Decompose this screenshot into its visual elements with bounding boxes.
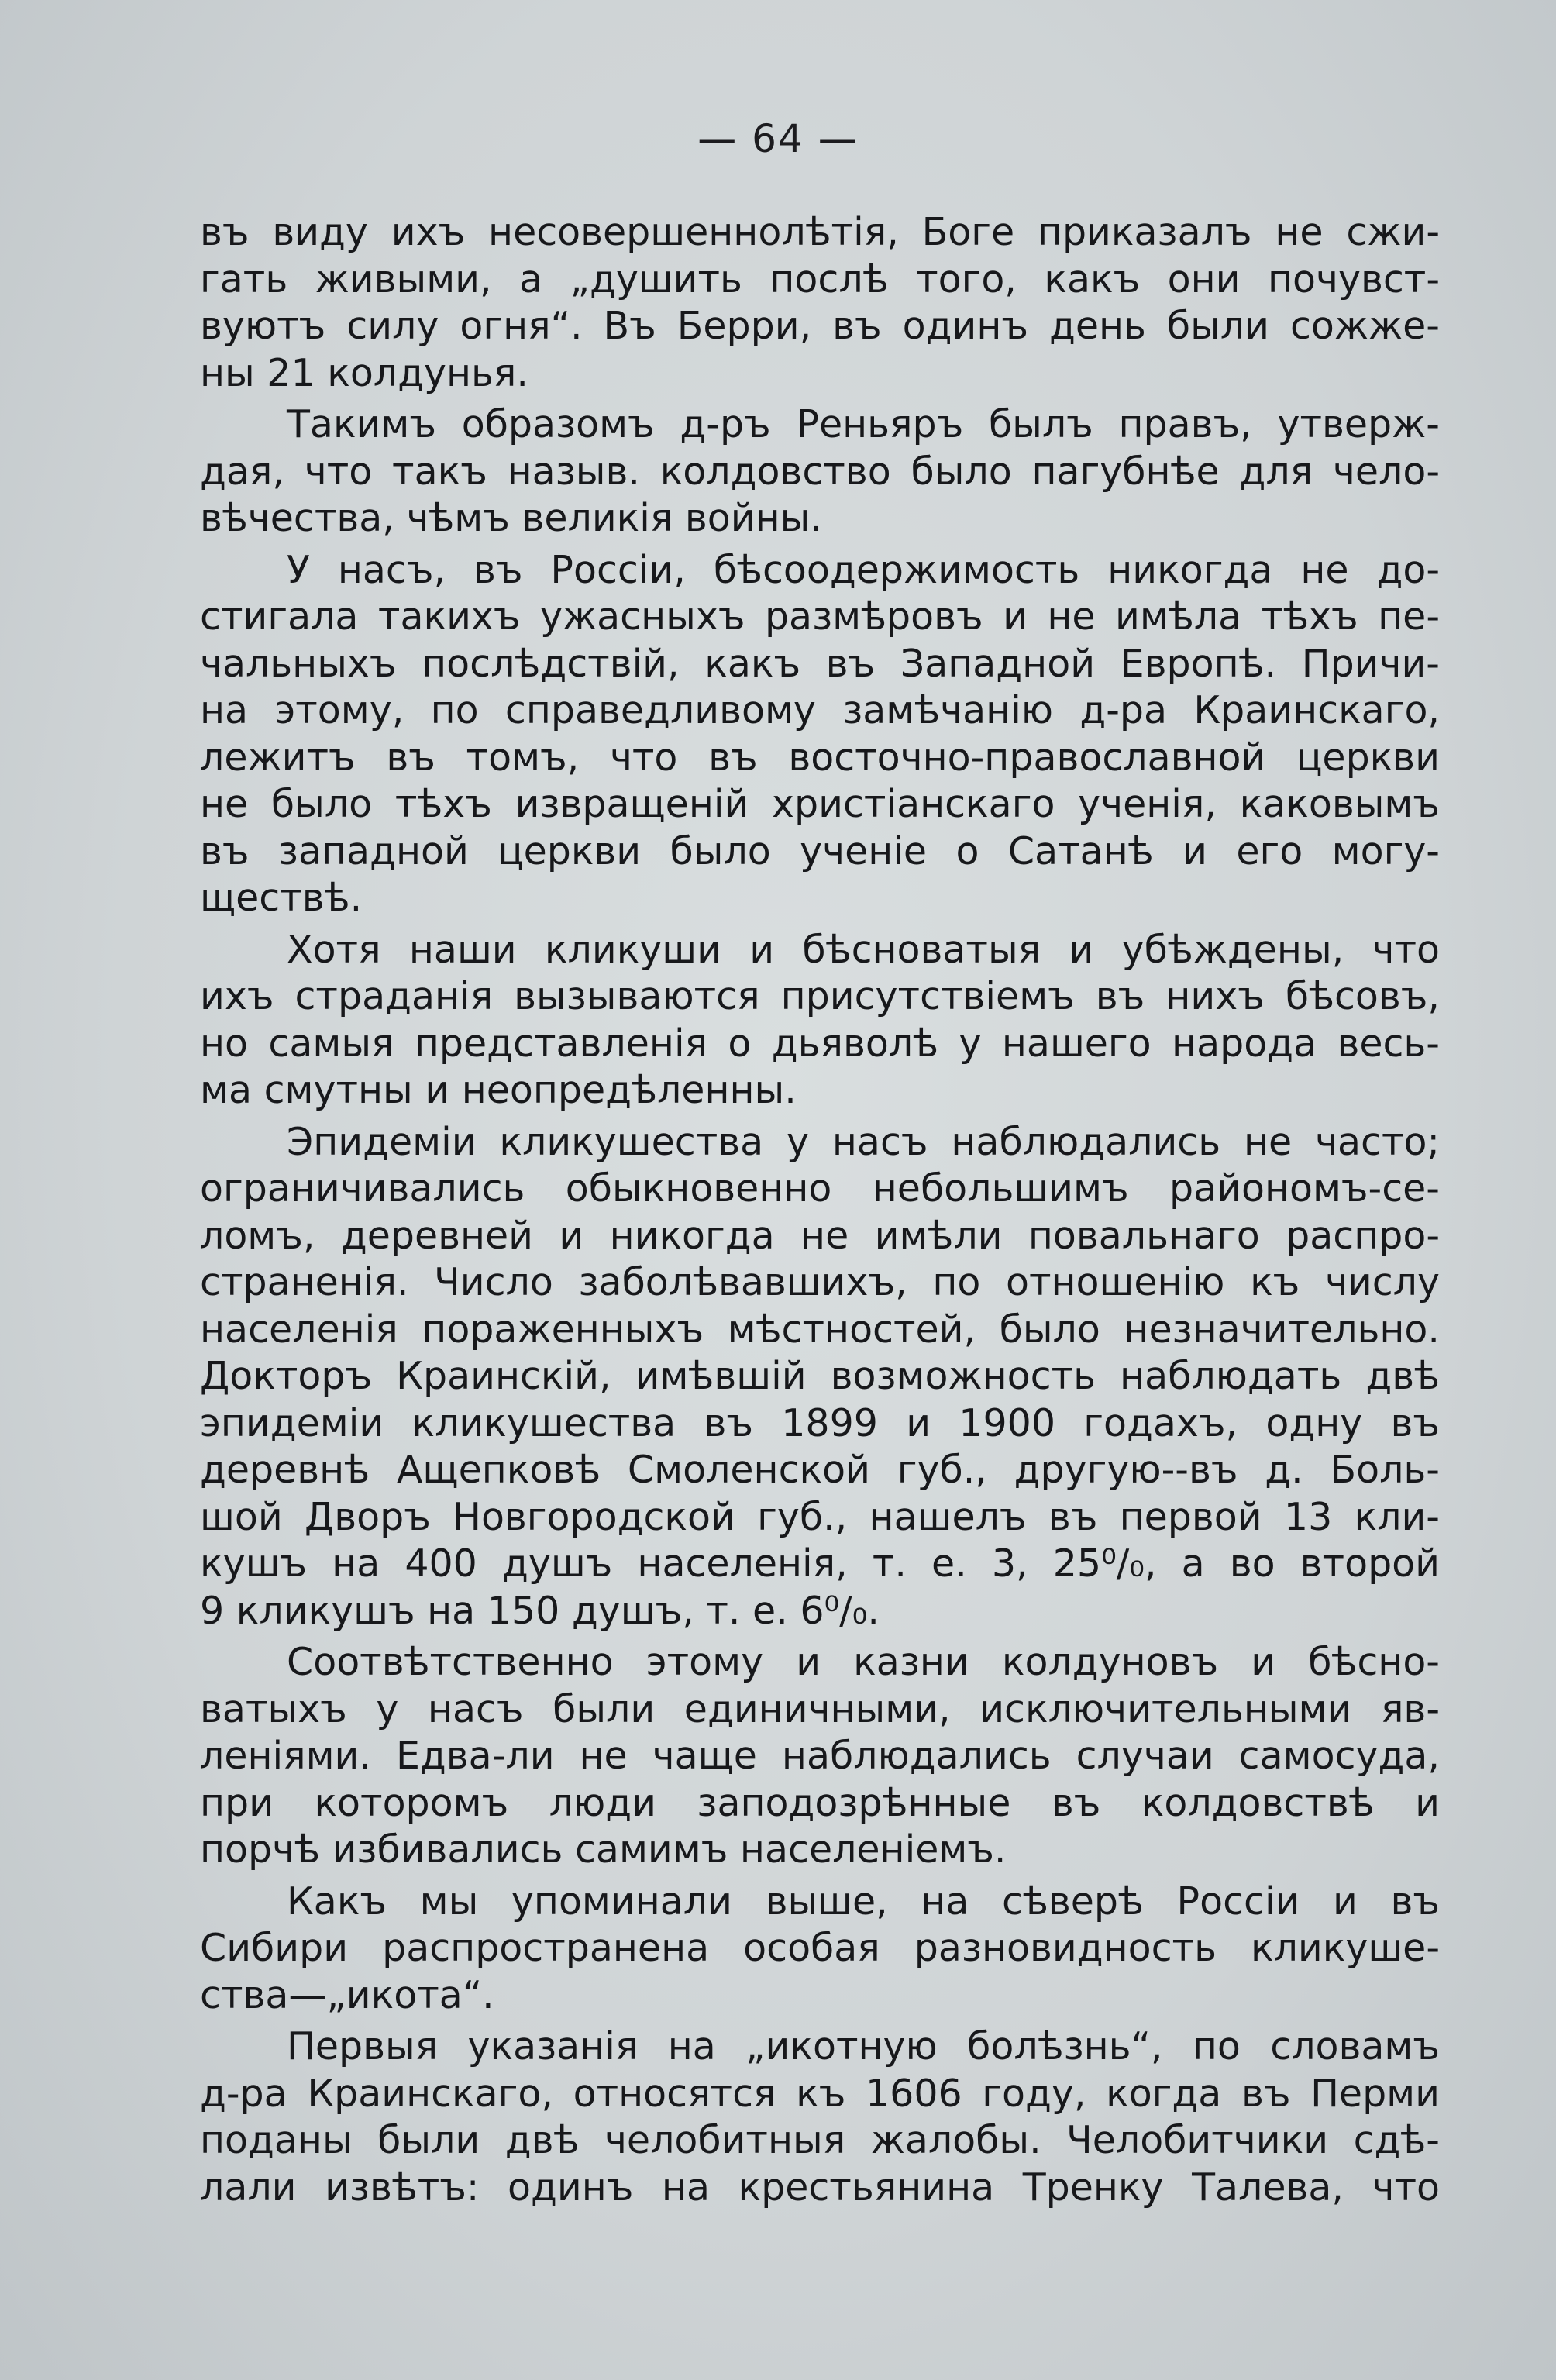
- text-line: ограничивались обыкновенно небольшимъ райономъ-се-: [200, 1166, 1440, 1211]
- paragraph: [200, 547, 1440, 922]
- text-line: въ западной церкви было ученіе о Сатанѣ и его могу-: [200, 828, 1440, 873]
- body-text: [200, 209, 1440, 2211]
- text-line: леніями. Едва-ли не чаще наблюдались случаи самосуда,: [200, 1734, 1440, 1778]
- text-line: ства—„икота“.: [200, 1972, 494, 2017]
- text-line: 9 кликушъ на 150 душъ, т. е. 6⁰/₀.: [200, 1588, 880, 1633]
- text-line: Какъ мы упоминали выше, на сѣверѣ Россіи и въ: [287, 1879, 1440, 1924]
- text-line: Такимъ образомъ д-ръ Реньяръ былъ правъ, утверж-: [287, 402, 1440, 446]
- paragraph: [200, 1119, 1440, 1635]
- text-line: чальныхъ послѣдствій, какъ въ Западной Европѣ. Причи-: [200, 641, 1440, 686]
- text-line: Хотя наши кликуши и бѣсноватыя и убѣждены, что: [287, 927, 1440, 972]
- text-line: на этому, по справедливому замѣчанію д-ра Краинскаго,: [200, 688, 1440, 732]
- text-line: д-ра Краинскаго, относятся къ 1606 году, когда въ Перми: [200, 2071, 1440, 2116]
- paragraph: [200, 401, 1440, 542]
- text-line: поданы были двѣ челобитныя жалобы. Челобитчики сдѣ-: [200, 2118, 1440, 2162]
- text-line: населенія пораженныхъ мѣстностей, было незначительно.: [200, 1307, 1440, 1352]
- text-line: вѣчества, чѣмъ великія войны.: [200, 496, 822, 540]
- text-line: Соотвѣтственно этому и казни колдуновъ и бѣсно-: [287, 1640, 1440, 1684]
- text-line: деревнѣ Ащепковѣ Смоленской губ., другую--въ д. Боль-: [200, 1448, 1440, 1492]
- paragraph: [200, 209, 1440, 397]
- text-line: страненія. Число заболѣвавшихъ, по отношенію къ числу: [200, 1260, 1440, 1304]
- text-line: лали извѣтъ: одинъ на крестьянина Тренку Талева, что: [200, 2165, 1440, 2210]
- text-line: Сибири распространена особая разновидность кликуше-: [200, 1926, 1440, 1970]
- text-line: ществѣ.: [200, 876, 363, 920]
- text-line: ломъ, деревней и никогда не имѣли повальнаго распро-: [200, 1213, 1440, 1258]
- text-line: шой Дворъ Новгородской губ., нашелъ въ первой 13 кли-: [200, 1494, 1440, 1539]
- text-line: но самыя представленія о дьяволѣ у нашего народа весь-: [200, 1021, 1440, 1066]
- text-line: лежитъ въ томъ, что въ восточно-православной церкви: [200, 735, 1440, 780]
- page-number: — 64 —: [697, 116, 859, 161]
- text-line: Первыя указанія на „икотную болѣзнь“, по словамъ: [287, 2024, 1440, 2068]
- text-line: порчѣ избивались самимъ населеніемъ.: [200, 1827, 1007, 1872]
- text-line: вуютъ силу огня“. Въ Берри, въ одинъ день были сожже-: [200, 304, 1440, 348]
- text-line: ма смутны и неопредѣленны.: [200, 1068, 797, 1112]
- text-line: въ виду ихъ несовершеннолѣтія, Боге приказалъ не сжи-: [200, 210, 1440, 254]
- text-line: ихъ страданія вызываются присутствіемъ въ нихъ бѣсовъ,: [200, 974, 1440, 1018]
- text-line: Докторъ Краинскій, имѣвшій возможность наблюдать двѣ: [200, 1354, 1440, 1398]
- paragraph: [200, 1879, 1440, 2020]
- text-line: эпидеміи кликушества въ 1899 и 1900 годахъ, одну въ: [200, 1400, 1440, 1445]
- paragraph: [200, 1639, 1440, 1874]
- text-line: ватыхъ у насъ были единичными, исключительными яв-: [200, 1686, 1440, 1731]
- text-line: Эпидеміи кликушества у насъ наблюдались не часто;: [287, 1119, 1440, 1164]
- text-line: не было тѣхъ извращеній христіанскаго ученія, каковымъ: [200, 782, 1440, 826]
- paragraph: [200, 2024, 1440, 2211]
- text-line: ны 21 колдунья.: [200, 350, 528, 395]
- text-line: дая, что такъ назыв. колдовство было пагубнѣе для чело-: [200, 449, 1440, 494]
- text-line: гать живыми, а „душить послѣ того, какъ они почувст-: [200, 257, 1440, 301]
- text-line: кушъ на 400 душъ населенія, т. е. 3, 25⁰/₀, а во второй: [200, 1541, 1440, 1586]
- text-line: У насъ, въ Россіи, бѣсоодержимость никогда не до-: [287, 547, 1440, 592]
- paragraph: [200, 927, 1440, 1114]
- text-line: при которомъ люди заподозрѣнные въ колдовствѣ и: [200, 1780, 1440, 1825]
- text-line: стигала такихъ ужасныхъ размѣровъ и не имѣла тѣхъ пе-: [200, 594, 1440, 639]
